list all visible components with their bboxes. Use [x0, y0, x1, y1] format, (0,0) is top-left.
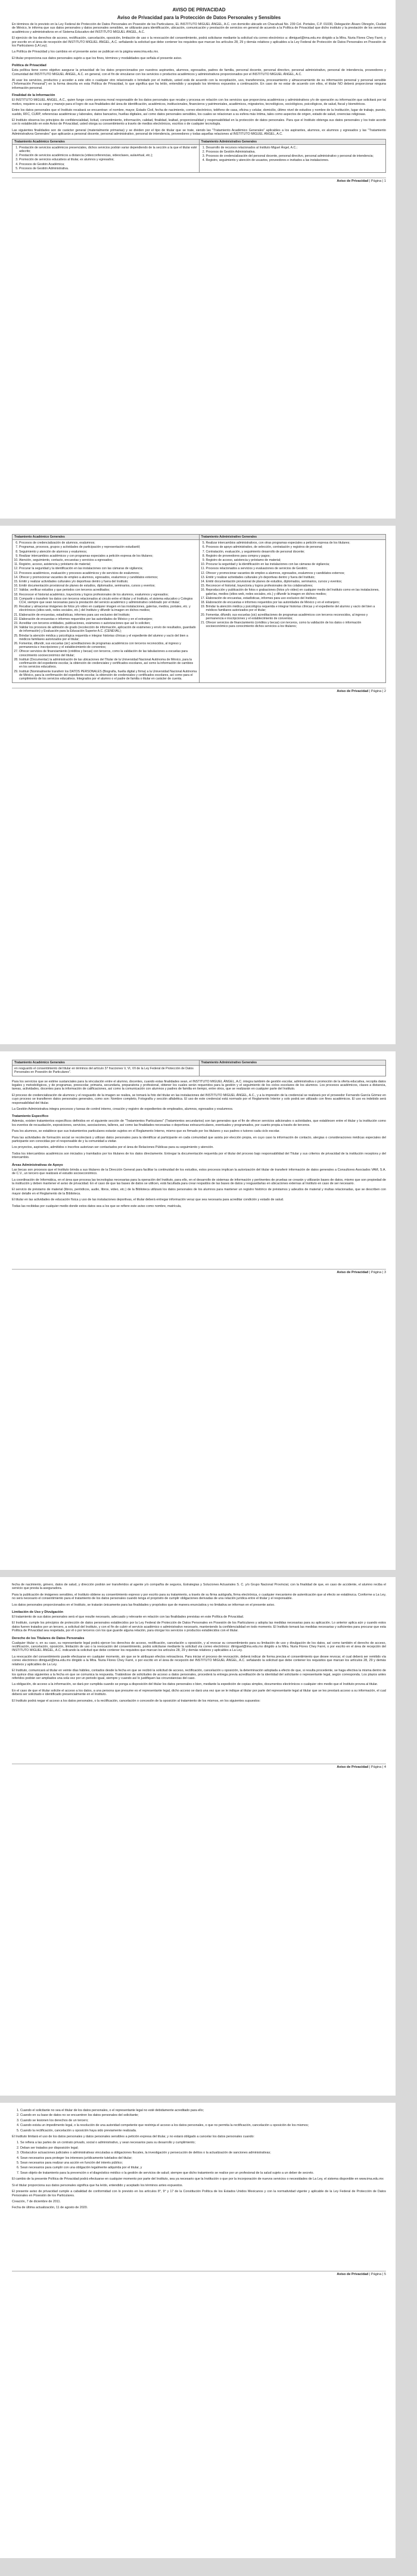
- paragraph: El Instituto podrá negar el acceso a los datos personales, o la rectificación, cancelación o concesión de la oposición al tratamiento de los mismos, en los siguientes supuestos:: [12, 1699, 261, 1703]
- page-3: [0, 1051, 396, 1570]
- page-4: [0, 1577, 396, 2096]
- list-item: 13. Emitir y realizar actividades culturales y/o deportivas dentro y fuera del Instituto;: [206, 576, 384, 579]
- purposes-table-continued: [12, 534, 386, 683]
- list-item: 16. Emitir documentación provisional de planes de estudios, diplomados, seminarios, cursos y eventos;: [19, 584, 197, 588]
- table-header-academic: Tratamiento Académico Generales: [13, 1060, 200, 1066]
- list-item: 9. Realizar intercambios académicos y con programas especiales a petición expresa de los titulares;: [19, 554, 197, 558]
- list-item: 3. Procesos de credencialización del personal docente, personal directivo, personal administrativo y personal de intendencia;: [206, 154, 384, 158]
- footer-page-number: Página | 5: [371, 2272, 386, 2276]
- academic-column: [13, 144, 200, 172]
- list-item: 1. Se refiera a las partes de un contrato privado, social o administrativo, y sean necesarios para su desarrollo y cumplimiento;: [20, 2141, 386, 2144]
- paragraph: La obligación, de acceso a la información, se dará por cumplida cuando se ponga a disposición del titular los datos personales o bien, mediante la expedición de copias simples, documentos electrónicos o cualquier otro medio que el Instituto provea al titular.: [12, 1683, 378, 1687]
- footer-page-number: Página | 2: [371, 690, 386, 694]
- page-1: [0, 0, 396, 519]
- administrative-column: [199, 540, 386, 683]
- update-date: Fecha de última actualización, 11 de agosto de 2020.: [12, 2206, 88, 2210]
- list-item: 7. Sean objeto de tratamiento para la prevención o el diagnóstico médico o la gestión de servicios de salud; siempre que dicho tratamiento se realice por un profesional de la salud sujeto a un deber de secreto.: [20, 2171, 386, 2175]
- section-heading-tratamiento: Tratamiento Específico: [12, 1115, 49, 1119]
- denial-list: [12, 2109, 386, 2133]
- list-item: 2. Cuando en su base de datos no se encuentren los datos personales del solicitante;: [20, 2113, 386, 2117]
- page-footer: Aviso de Privacidad | Página | 3: [12, 1269, 386, 1274]
- paragraph: El cambio de la presente Política de Privacidad podrá efectuarse en cualquier momento por parte del Instituto, sea ya necesario que la Institución o que por la incorporación de nuevos servicios o necesidades de La Ley, el sistema disponible en www.ima.edu.mx: [12, 2177, 384, 2181]
- list-item: 14. Ofrecer y promocionar vacantes de empleo a alumnos, egresados, exalumnos y candidatos externos;: [19, 576, 197, 579]
- consent-paragraph: El titular proporciona sus datos personales sujeto a que los fines, términos y modalidades que señala el presente aviso.: [12, 56, 182, 60]
- paragraph: La Gestión Administrativa integra procesos y tareas de control interno, creación y registro de expedientes de empleados, alumnos, egresados y exalumnos.: [12, 1107, 234, 1112]
- creation-date: Creación, 7 de diciembre de 2011.: [12, 2199, 61, 2203]
- paragraph: Para las actividades de formación social se recolectará y utilizan datos personales para la identificar al participante en cada comunidad que asista por elección propia, en cuyo caso la información de contacto, alergias o consideraciones médicas especiales del participante son conocidas por el responsable de y la comunidad a visitar.: [12, 1135, 386, 1144]
- list-item: 14. Emitir documentación provisional de planes de estudios, diplomados, seminarios, cursos y eventos;: [206, 580, 384, 584]
- paragraph: Además, existen tratamientos específicos definidos en el siguiente sección de "Tratamientos Particulares" (Tratamientos secundarios) son tan generales que el fin de ofrecer servicios adicionales o actividades, que establecen entre el titular y la institución como los eventos de recaudación, exposiciones, servicios, asociaciones, talleres, así como las finalidades necesarias o deportivas extracurriculares, eventuales y programados, por cuanto propia a través de terceros.: [12, 1119, 386, 1127]
- list-item: 25. Brindar la atención médica y psicológica requerida e integrar historias clínicas y el expediente del alumno y vacío del bien a médicos familiares autorizados por el titular;: [19, 634, 197, 641]
- page-footer: Aviso de Privacidad | Página | 5: [12, 2271, 386, 2276]
- paragraph: El proceso de credencialización de alumnos y el resguardo de la imagen se realiza, se tomará la foto del titular en las instalaciones del INSTITUTO MIGUEL ÁNGEL, A.C., y a la impresión de la credencial se realizará por el proveedor Fernando García Gómez en cuyo proceso se transfieren datos personales generales, como son: Nombre completo, Fotografía y sección alfabética. El uso de este credencial está normado por el Reglamento Interior y solo podrá ser utilizado con fines académicos. El uso es indebido será responsabilidad del titular.: [12, 1093, 386, 1105]
- data-list-paragraph: Entre los datos personales que el Instituto recabará se encuentran: el nombre, mayor, Estado Civil, fecha de nacimiento, correo electrónico, teléfono de casa, oficina y celular, domicilio, último nivel de estudios y nombre de la Institución, lugar de trabajo, puesto, sueldo, RFC, CURP, referencias académicas y laborales, datos bancarios, huellas digitales, así como datos personales sensibles, los cuales se relacionan a su esfera más íntima, tales como aspectos de origen, estado de salud, creencias religiosas.: [12, 108, 386, 116]
- paragraph: El tratamiento de sus datos personales será el que resulte necesario, adecuado y relevante en relación con las finalidades previstas en este Política de Privacidad.: [12, 1615, 244, 1619]
- footer-label: Aviso de Privacidad: [337, 179, 369, 183]
- paragraph: En el caso de que el titular solicite el acceso a los datos, a una persona que presume es el representante legal, dicho acceso se dará una vez que se le indique al titular por parte del representante legal al titular que se les prestará acceso a su información, el cual deberá ser solicitado e identificado presencialmente en el Instituto.: [12, 1689, 386, 1697]
- paragraph: La revocación del consentimiento puede efectuarse en cualquier momento, sin que se le atribuyan efectos retroactivos. Para iniciar el proceso de revocación, deberá indicar de forma precisa el consentimiento que desee revocar, el cual deberá ser remitido vía correo electrónico dtmiguel@ima.edu.mx dirigido a la Mtra. Nuria Flores Chey Farré, o por escrito en el área de recepción del INSTITUTO MIGUEL ÁNGEL, A.C. señalando la solicitud que debe contener los requisitos que marcan los artículos 28, 29 y demás relativos y aplicables de La Ley.: [12, 1655, 386, 1666]
- list-item: 8. Registro de proveedores para compra y pagos;: [206, 554, 384, 558]
- paragraph: Para los servicios que se estime sustanciales para la vinculación entre el alumno, docentes, cuando estas finalidades sean, el INSTITUTO MIGUEL ÁNGEL, A.C. integra también de gestión escolar, administrativa o promoción de la oferta educativa, recopila datos legales y metodológicos, y de programas, preescolar, primaria, secundaria, preparatoria y profesional, obtener los cuales serán requeridos para la gestión y el seguimiento de los ciclos escolares de los alumnos. Los procesos académicos, clases a distancia, tareas, actividades, docentes para la información de calificaciones, así como la comunicación con alumnos y padres de familia en tiempo, entre otros, que se realizarán en cualquier parte del Instituto.: [12, 1079, 386, 1091]
- agreement-paragraph: Al usar los servicios, productos y acceder a este sitio o cualquier otro relacionado o brindado por el instituto, usted está de acuerdo con la recopilación, uso, transferencia, procesamiento y almacenamiento de su información personal y personal sensible ("Información Personal") en la forma descrita en esta Política de Privacidad, lo que significa que ha leído, entendido y aceptado los términos expuestos a continuación. En caso de no estar de acuerdo con ellos, el titular NO deberá proporcionar ninguna información personal.: [12, 79, 386, 90]
- paragraph: La coordinación de Informática, en el área que procesa las tecnologías necesarias para la operación del Instituto, para ello, en el desarrollo de sistemas de información y pertinentes de pruebas se crearán y utilizarán bases de datos, mismo que son propiedad de la institución y deben mantener el aviso de privacidad. En el caso de que las bases de datos se utilicen, está facultada para crear respaldos de las bases de datos y resguardarlas en ubicaciones externas al Instituto en caso de ser necesario.: [12, 1178, 386, 1185]
- list-item: 11. Registro, acceso, asistencia y préstamo de material;: [19, 563, 197, 566]
- administrative-column: [199, 144, 386, 172]
- footer-page-number: Página | 4: [371, 1765, 386, 1769]
- section-heading-politica: Política de Privacidad: [12, 64, 46, 68]
- publication-paragraph: La Política de Privacidad y los cambios en el presente aviso se publican en la página www.ima.edu.mx.: [12, 50, 159, 54]
- page-2: [0, 526, 396, 1044]
- list-item: 17. Validar, verificar estudios y que periodos con terceros acreditados;: [19, 588, 197, 592]
- list-item: 29. Instituir (Nominalmente transferir los DATOS PERSONALES (Biografía, huella digital y firma) a la Universidad Nacional Autónoma de México, para la confirmación del expediente escolar, la obtención de credenciales y certificados escolares, así como para el cumplimiento de los servicios educativos. Integrados por el alumno o el padre de familia o titular en carácter de cuenta.: [19, 670, 197, 681]
- list-item: 11. Procesos relacionados a servicios y evaluaciones de servicios de Gestión;: [206, 567, 384, 570]
- list-item: 12. Procurar la seguridad y la identificación en las instalaciones con las cámaras de vigilancia;: [19, 567, 197, 570]
- paragraph: Si el titular proporciona sus datos personales significa que ha leído, entendido y aceptado los términos antes expuestos.: [12, 2183, 183, 2187]
- purposes-paragraph: Las siguientes finalidades son de carácter general (materialmente primarias) y se dividen por el tipo de titular que se trate, siendo las "Tratamiento Académico Generales" aplicables a los aspirantes, alumnos, ex alumnos y egresados y las "Tratamiento Administrativos Generales" que aplicarán a personal docente, personal administrativo, personal de intendencia, proveedores y todas aquellas relaciones al INSTITUTO MIGUEL ÁNGEL, A.C.: [12, 128, 386, 136]
- page-footer: Aviso de Privacidad | Página | 2: [12, 688, 386, 693]
- list-item: 4. Cuando exista un impedimento legal, o la resolución de una autoridad competente que restrinja el acceso a los datos personales, o que no permita la rectificación, cancelación u oposición de los mismos;: [20, 2124, 386, 2127]
- footer-label: Aviso de Privacidad: [337, 1765, 369, 1769]
- paragraph: Todas las recibidas por cualquier medio donde estos datos sea a los que se refiere este aviso como nombre, matrícula,: [12, 1204, 182, 1208]
- list-item: 6. Sean necesarios para cumplir con una obligación legalmente adquirida por el titular, y: [20, 2166, 386, 2170]
- list-item: 24. Validar los procesos de admisión de grado (recolección de información, aplicación de exámenes y envío de resultados, guardado de información) y Evaluación para la Educación Superior A.C. (CENEVAL);: [19, 626, 197, 633]
- footer-page-number: Página | 1: [371, 179, 386, 183]
- paragraph: Para los alumnos, se establece que sus tratamientos particulares estarán sujetos en el Reglamento Interno, mismo que es firmado por los titulares y sus padres o tutores cada ciclo escolar.: [12, 1129, 281, 1134]
- list-item: 10. Atención, seguimiento, contacto, encuestas y servicios a egresados;: [19, 558, 197, 562]
- section-heading-finalidad: Finalidad de la Información: [12, 94, 55, 98]
- purposes-table: [12, 139, 386, 173]
- list-item: 4. Procesos de Gestión Académica;: [19, 163, 197, 166]
- footer-label: Aviso de Privacidad: [337, 1270, 369, 1274]
- list-item: 28. Instituir (Documentar) la administración de las ubicaciones del Titular de la Universidad Nacional Autónoma de México, para la confirmación del expediente escolar, la obtención de credenciales y certificados escolares, así como la información de cambios en los servicios educativos.: [19, 658, 197, 669]
- document-subtitle: Aviso de Privacidad para la Protección de Datos Personales y Sensibles: [117, 15, 281, 20]
- list-item: 12. Ofrecer y promocionar vacantes de empleo a alumnos, egresados, exalumnos y candidatos externos;: [206, 572, 384, 575]
- principles-paragraph: El Instituto observa los principios de confidencialidad, licitud, consentimiento, información, calidad, finalidad, lealtad, proporcionalidad y responsabilidad en la protección de datos personales. Para que el Instituto obtenga sus datos personales y los trate acorde con lo establecido en este Aviso de Privacidad, usted otorga su consentimiento a través de medios electrónicos, escritos o de cualquier tecnología.: [12, 118, 386, 126]
- paragraph: Las becas son procesos que el Instituto brinda a sus titulares de la Dirección General para facilitar la continuidad de los estudios, estos procesos implican la autorización del titular de transferir información de datos generales a Consultores Asociados VAM, S.A. de C.V., un tercero que realizará el estudio socioeconómico.: [12, 1168, 386, 1176]
- finalidad-paragraph: El INSTITUTO MIGUEL ÁNGEL, A.C., quien funge como persona moral responsable de los datos personales que recabe y procesa en relación con los servicios que proporciona académicos y administrativos y/o de operación su información que solicitará por tal motivo, requiere a su cargo y manejo para el logro de sus finalidades del área de identificación, académicos, institucionales, financieros y patrimoniales, académicos, migratorios, tecnológicos, sociológicos, psicológicos, de salud, fiscal y biométricos.: [12, 98, 386, 106]
- list-item: 6. Procesos de credencialización de alumnos, exalumnos;: [19, 541, 197, 545]
- list-item: 3. Cuando se lesionen los derechos de un tercero;: [20, 2119, 386, 2122]
- section-heading-areas: Áreas Administrativas de Apoyo: [12, 1163, 63, 1167]
- list-item: 5. Realizar intercambios administrativos, con otras programas especiales a petición expresa de los titulares;: [206, 541, 384, 545]
- paragraph: El Instituto, comunicará al titular en veinte días hábiles, contados desde la fecha en que se recibió la solicitud de acceso, rectificación, cancelación u oposición, la determinación adoptada a efecto de que, si resulta procedente, se haga efectiva la misma dentro de los quince días siguientes a la fecha en que se comunica la respuesta. Tratándose de solicitudes de acceso a datos personales, procederá la entrega previa acreditación de la identidad del solicitante o representante legal, según corresponda. Los plazos antes referidos podrán ser ampliados una sola vez por un periodo igual, siempre y cuando así lo justifiquen las circunstancias del caso.: [12, 1669, 386, 1680]
- list-item: 18. Reconocer el historial académico, trayectoria y logros profesionales de los alumnos, exalumnos y egresados;: [19, 593, 197, 597]
- list-item: 5. Sean necesarios para realizar una acción en función del interés público;: [20, 2161, 386, 2165]
- list-item: 2. Prestación de servicios académicos a distancia (videoconferencias, videoclases, aulavirtual, etc.);: [19, 154, 197, 157]
- section-heading-limitacion: Limitación de Uso y Divulgación: [12, 1610, 64, 1615]
- table-header-academic: Tratamiento Académico Generales: [13, 139, 200, 144]
- list-item: 1. Desarrollo de recursos relacionados al Instituto Miguel Ángel, A.C.;: [206, 146, 384, 150]
- list-item: 5. Cuando la rectificación, cancelación u oposición haya sido previamente realizada.: [20, 2129, 386, 2133]
- list-item: 17. Elaboración de encuestas, estadísticas, informes para uso exclusivo del Instituto;: [206, 597, 384, 600]
- list-item: 1. Cuando el solicitante no sea el titular de los datos personales, o el representante legal no esté debidamente acreditado para ello;: [20, 2109, 386, 2112]
- paragraph: Los proyectos, aspirantes, admitidos o inscritos autorizan ser contactados por el área de Relaciones Públicas para su seguimiento y atención.: [12, 1146, 214, 1150]
- document-title: AVISO DE PRIVACIDAD: [172, 7, 226, 13]
- list-item: 9. Registro de acceso, asistencia y préstamo de material;: [206, 558, 384, 562]
- list-item: 5. Procesos de Gestión Administrativa.: [19, 167, 197, 170]
- list-item: 20. Fomentar, difundir, sus escuelas (sic) acreditaciones de programas académicos con terceros reconocidos, al ingreso y permanencia e inscripciones y el establecimiento de convenios;: [206, 613, 384, 620]
- list-item: 15. Reconocer el historial, trayectoria y logros profesionales de los colaboradores;: [206, 584, 384, 588]
- list-item: 2. Procesos de Gestión Administrativa.: [206, 150, 384, 154]
- paragraph: El presente aviso de privacidad cumple a cabalidad de conformidad con lo previsto en los artículos 8°, 9° y 17 de la Constitución Política de los Estados Unidos Mexicanos y con la normatividad vigente y aplicable de la Ley Federal de Protección de Datos Personales en Posesión de los Particulares.: [12, 2190, 386, 2198]
- footer-label: Aviso de Privacidad: [337, 690, 369, 694]
- list-item: 8. Seguimiento y atención de alumnos y exalumnos;: [19, 550, 197, 554]
- paragraph: El servicio de préstamo de material (libros, periódicos, audio, libros, video, etc.) de la Biblioteca utilizará los datos personales de los alumnos para mantener un registro histórico de préstamos y adeudos de material y multas relacionadas, que se describen con mayor detalle en el Reglamento de la Biblioteca.: [12, 1188, 386, 1196]
- table-header-administrative: Tratamiento Administrativo Generales: [199, 535, 386, 540]
- list-item: 22. Elaboración de encuestas e informes requeridos por las autoridades de México y en el extranjero;: [19, 617, 197, 621]
- paragraph: El Instituto, cumple los principios de protección de datos personales establecidos por la Ley Federal de Protección de Datos Personales en Posesión de los Particulares y adopta las medidas necesarias para su aplicación. Lo anterior aplica aún y cuando estos datos fueren tratados por un tercero, a solicitud del Instituto, y con el fin de cubrir el servicio académico o administrativo necesario, manteniendo la confidencialidad en todo momento. El Instituto tomará las medidas necesarias y suficientes para procurar que esta Política de Privacidad sea respetada, por él o por terceros con los que guarde alguna relación, para otorgar los servicios o productos establecidos con el titular.: [12, 1621, 386, 1633]
- politica-paragraph: Esta política tiene como objetivo asegurar la privacidad de los datos proporcionados por nuestros aspirantes, alumnos, egresados, padres de familia, personal docente, personal directivo, personal administrativo, personal de intendencia, proveedores y Comunidad del INSTITUTO MIGUEL ÁNGEL, A.C. en general, con el fin de vincularse con los servicios o productos académicos y administrativos proporcionados por el INSTITUTO MIGUEL ÁNGEL, A.C.: [12, 69, 386, 76]
- list-item: 6. Procesos de apoyo administrativo, de selección, contratación y registros de personal;: [206, 545, 384, 549]
- list-item: 21. Elaboración de encuestas, estadísticas, informes para uso exclusivo del Instituto;: [19, 613, 197, 617]
- cancel-exceptions-list: [12, 2141, 386, 2175]
- list-item: 4. Sean necesarios para proteger los intereses jurídicamente tutelados del titular;: [20, 2156, 386, 2160]
- list-item: 20. Recabar y almacenar imágenes de fotos y/o video en cualquier imagen en las instalaciones, galerías, medios, portales, etc. y electrónicos (sitios web, redes sociales, etc.) del Instituto y difundir la imagen en dichos medios;: [19, 605, 197, 612]
- table-header-administrative: Tratamiento Administrativo Generales: [199, 139, 386, 144]
- administrative-column: [199, 1066, 386, 1076]
- list-item: 7. Contratación, evaluación, y seguimiento desarrollo de personal docente;: [206, 550, 384, 554]
- section-heading-derechos: Derecho de los Titulares de Datos Personales: [12, 1636, 85, 1640]
- list-item: 3. Promoción de servicios educativos al titular, ex alumnos y egresados;: [19, 158, 197, 162]
- list-item: 19. Compartir o transferir los datos con terceros relacionados al circulo entre el titular y el Instituto, el sistema educativo y Colegios CCH, siempre que sean necesarias para la prestación del servicio académico y administrativo celebrado por el titular;: [19, 597, 197, 604]
- list-item: 2. Deban ser tratados por disposición legal;: [20, 2146, 386, 2150]
- purposes-table-end: [12, 1060, 386, 1076]
- page-5: [0, 2103, 396, 2558]
- page-footer: Aviso de Privacidad | Página | 4: [12, 1764, 386, 1769]
- paragraph: El Instituto limitará el uso de los datos personales y datos personales sensibles a petición expresa del titular, y no estará obligado a cancelar los datos personales cuando:: [12, 2135, 254, 2139]
- table-header-administrative: Tratamiento Administrativo Generales: [199, 1060, 386, 1066]
- list-item: 7. Programas, procesos, grupos y actividades de participación y representación estudiantil;: [19, 545, 197, 549]
- rights-paragraph: El ejercicio de los derechos de acceso, rectificación, cancelación, oposición, limitación de uso o la revocación del consentimiento, podrá solicitarse mediante la solicitud vía correo electrónico a: dtmiguel@ima.edu.mx dirigido a la Mtra. Nuria Flores Chey Farré, y por escrito en el área de recepción del INSTITUTO MIGUEL ÁNGEL, A.C. señalando la solicitud que debe contener los requisitos que marcan los artículos 28, 29 y demás relativos y aplicables a la Ley Federal de Protección de Datos Personales en Posesión de los Particulares (LA Ley).: [12, 36, 386, 48]
- list-item: 27. Ofrecer servicios de financiamiento (créditos y becas) con terceros, como la validación de las tabulaciones a escuelas para conocimiento socioeconómico del titular;: [19, 650, 197, 657]
- list-item: 1. Prestación de servicios académicos presenciales, dichos servicios podrán variar dependiendo de la sección a la que el titular esté adscrito;: [19, 146, 197, 153]
- list-item: 21. Ofrecer servicios de financiamiento (créditos y becas) con terceros, como la validación de los datos o información socioeconómico para conocimiento dichos servicios a los titulares;: [206, 621, 384, 628]
- list-item: 13. Procesos académicos, evaluación y procesos académicos y de servicios de exalumnos;: [19, 572, 197, 575]
- list-item: 18. Elaboración de encuestas e informes requeridos por las autoridades de México y en el extranjero;: [206, 601, 384, 604]
- footer-page-number: Página | 3: [371, 1270, 386, 1274]
- list-item: 10. Procurar la seguridad y la identificación en las instalaciones con las cámaras de vigilancia;: [206, 563, 384, 566]
- paragraph: El titular en las actividades de educación física y uso de las instalaciones deportivas, el titular deberá entregar información veraz que sea necesaria para acreditar condición y estado de salud.: [12, 1198, 284, 1202]
- list-item: 15. Emitir y realizar actividades culturales y/o deportivas dentro y fuera del Instituto;: [19, 580, 197, 584]
- list-item: 4. Registro, seguimiento y atención de usuarios, proveedores e invitados a las instalaciones.: [206, 159, 384, 162]
- list-item: 19. Brindar la atención médica y psicológica requerida e integrar historias clínicas y el expediente del alumno y vacío del bien a médicos familiares autorizados por el titular;: [206, 605, 384, 612]
- paragraph: Cualquier titular o, en su caso, su representante legal podrá ejercer los derechos de acceso, rectificación, cancelación u oposición, y al revocar su consentimiento para su limitación de uso y divulgación de los datos, así como también el derecho de acceso, rectificación, cancelación, oposición, limitación de uso o la revocación del consentimiento, podrá solicitarse mediante la solicitud vía correo electrónico: dtmiguel@ima.edu.mx dirigido a la Mtra. Nuria Flores Chey Farré, o por escrito en el área de recepción del INSTITUTO MIGUEL ÁNGEL, A.C. indicando la solicitud que debe contener los requisitos que marcan los artículos 28, 29 y demás relativos y aplicables a La Ley.: [12, 1641, 386, 1653]
- intro-paragraph: En términos de lo previsto en la Ley Federal de Protección de Datos Personales en Posesión de los Particulares, EL INSTITUTO MIGUEL ÁNGEL, A.C. con domicilio ubicado en Chacahual No. 239 Col. Portales, C.P. 01030, Delegación Álvaro Obregón, Ciudad de México, le informa que sus datos personales y datos personales sensibles, se utilizarán para identificación, ubicación, comunicación y prestación de servicios en general de acuerdo a la Política de Privacidad que dicho instituto y la prestación de los servicios académicos y administrativos en el Sistema Educativo del INSTITUTO MIGUEL ÁNGEL, A.C.: [12, 23, 386, 34]
- page-footer: Aviso de Privacidad | Página | 1: [12, 178, 386, 183]
- list-item: 3. Obstaculice actuaciones judiciales o administrativas vinculadas a obligaciones fiscales, la investigación y persecución de delitos o la actualización de sanciones administrativas;: [20, 2151, 386, 2155]
- paragraph: fecha de nacimiento, género, datos de salud, y dirección podrán ser transferidos al agente y/o compañía de seguros, Estrategias y Soluciones Actuariales S. C. y/o Grupo Nacional Provincial, con la finalidad de que, en caso de accidente, el alumno reciba el servicio que presta la aseguradora.: [12, 1583, 386, 1591]
- academic-column: [13, 540, 200, 683]
- table-header-academic: Tratamiento Académico Generales: [13, 535, 200, 540]
- paragraph: Para la publicación de imágenes sensibles, el Instituto obtiene su consentimiento expreso y por escrito para su tratamiento, a través de su firma autógrafa, firma electrónica, o cualquier mecanismo de autenticación que al efecto se establezca. Conforme a La Ley, no será necesario el consentimiento para el tratamiento de los datos personales cuando tenga el propósito de cumplir obligaciones derivadas de una relación jurídica entre el titular y el responsable.: [12, 1593, 386, 1601]
- paragraph: Todos los intercambios académicos son iniciados y tramitados por los titulares de los datos directamente. Entregar la documentación requerida por el titular del proceso bajo responsabilidad del Titular y sus criterios de privacidad de la institución receptora y del intercambio.: [12, 1152, 386, 1160]
- academic-column: en resguardo el consentimiento del titular en términos del artículo 37 fracciones V, VI, VII de la Ley Federal de Protección de Datos Personales en Posesión de Particulares".: [13, 1066, 200, 1076]
- paragraph: Los datos personales proporcionados en el Instituto, se tratarán únicamente para las finalidades y propósitos que de manera enunciativa y no limitativa se informan en el presente aviso.: [12, 1603, 275, 1607]
- list-item: 23. Acreditar con terceros entidades, publicaciones, exámenes o autorizaciones que así lo soliciten;: [19, 622, 197, 625]
- footer-label: Aviso de Privacidad: [337, 2272, 369, 2276]
- list-item: 26. Fomentar, difundir, sus escuelas (sic) acreditaciones de programas académicos con terceros reconocidos, al ingreso y permanencia e inscripciones y el establecimiento de convenios;: [19, 642, 197, 649]
- list-item: 16. Reproducción y publicación de fotos o grabaciones (fotos y/o video) en cualquier medio del Instituto como en las instalaciones, galerías, medios (sitios web, redes sociales, etc.) y difundir la imagen en dichos medios;: [206, 588, 384, 595]
